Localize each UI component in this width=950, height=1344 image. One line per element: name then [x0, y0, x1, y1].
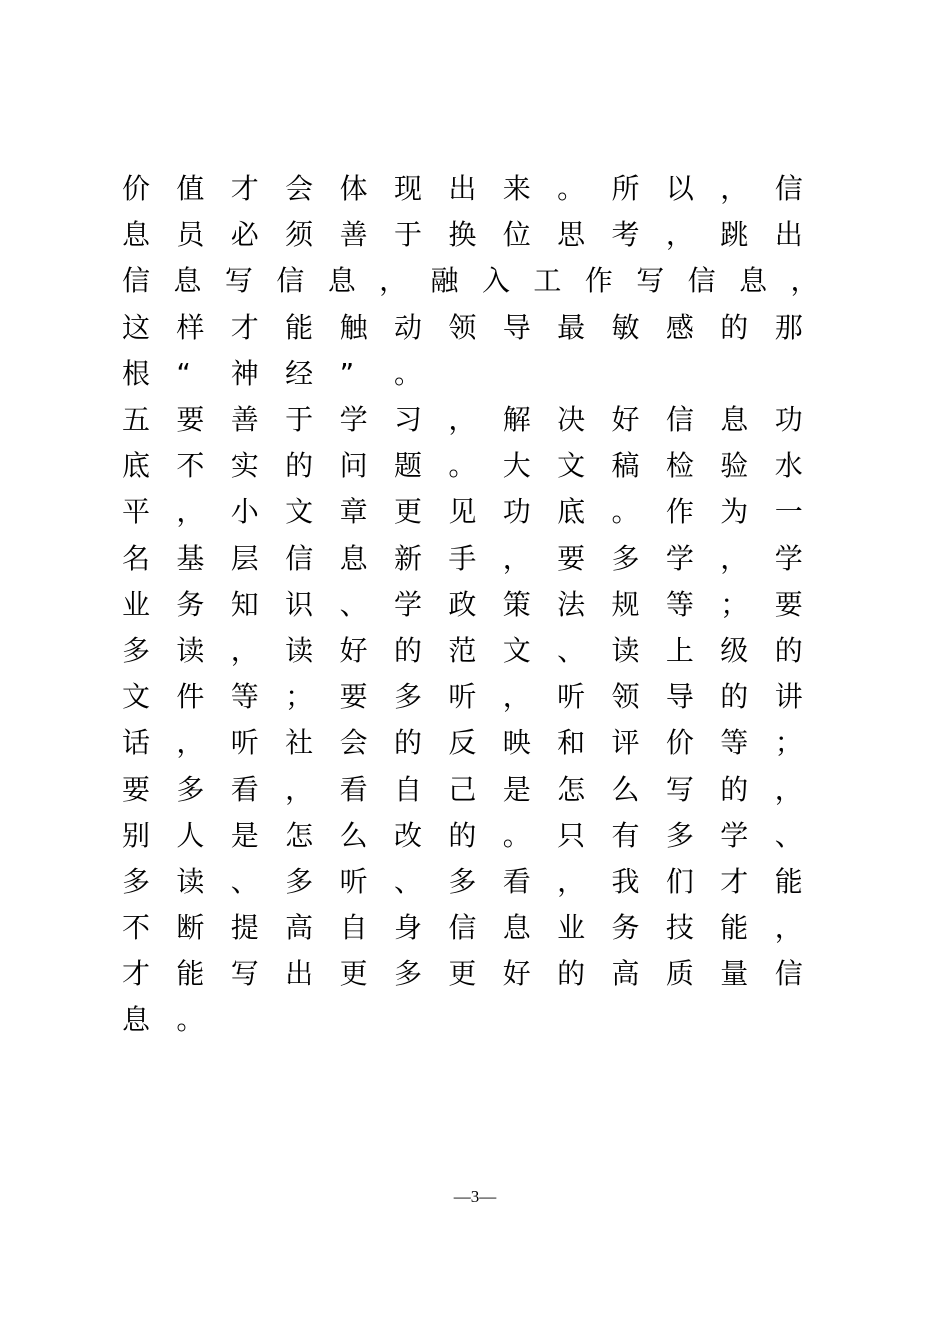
- text-char: ，: [176, 726, 205, 760]
- text-char: 好: [339, 633, 368, 667]
- text-char: 能: [285, 310, 314, 344]
- text-char: 不: [176, 449, 205, 483]
- text-char: ，: [774, 772, 803, 806]
- text-char: 于: [285, 403, 314, 437]
- text-char: 息: [122, 1003, 151, 1037]
- text-char: 策: [502, 587, 531, 621]
- text-char: 出: [774, 218, 803, 252]
- text-char: 我: [611, 864, 640, 898]
- text-char: 读: [176, 864, 205, 898]
- text-line: [122, 720, 842, 766]
- text-char: 反: [448, 726, 477, 760]
- text-char: 质: [665, 957, 694, 991]
- text-char: 换: [448, 218, 477, 252]
- text-char: 多: [176, 772, 205, 806]
- text-char: ，: [557, 864, 586, 898]
- text-char: 多: [665, 818, 694, 852]
- text-char: 才: [122, 957, 151, 991]
- text-char: 员: [176, 218, 205, 252]
- text-char: 信: [687, 264, 716, 298]
- text-char: 新: [393, 541, 422, 575]
- text-char: 敏: [611, 310, 640, 344]
- text-char: 、: [557, 633, 586, 667]
- text-char: 入: [481, 264, 510, 298]
- text-char: ，: [379, 264, 408, 298]
- text-char: 须: [285, 218, 314, 252]
- text-line: [122, 859, 842, 905]
- text-char: ，: [720, 172, 749, 206]
- text-char: 文: [122, 680, 151, 714]
- text-char: 问: [339, 449, 368, 483]
- text-line: [122, 536, 842, 582]
- text-char: 感: [665, 310, 694, 344]
- text-char: 文: [557, 449, 586, 483]
- text-char: 领: [448, 310, 477, 344]
- text-char: 值: [176, 172, 205, 206]
- text-char: 读: [611, 633, 640, 667]
- text-line: [122, 674, 842, 720]
- text-char: 学: [393, 587, 422, 621]
- text-char: 息: [122, 218, 151, 252]
- text-char: 功: [502, 495, 531, 529]
- text-char: 讲: [774, 680, 803, 714]
- text-char: 身: [393, 911, 422, 945]
- text-char: 手: [448, 541, 477, 575]
- text-char: 、: [774, 818, 803, 852]
- text-line: [122, 212, 842, 258]
- text-char: 文: [502, 633, 531, 667]
- text-char: 名: [122, 541, 151, 575]
- text-char: 评: [611, 726, 640, 760]
- text-char: 写: [665, 772, 694, 806]
- text-char: 出: [285, 957, 314, 991]
- text-char: 业: [122, 587, 151, 621]
- text-char: 导: [502, 310, 531, 344]
- text-char: 自: [339, 911, 368, 945]
- text-char: 五: [122, 403, 151, 437]
- text-char: 章: [339, 495, 368, 529]
- text-char: 。: [557, 172, 586, 206]
- text-char: 读: [285, 633, 314, 667]
- text-char: 不: [122, 911, 151, 945]
- text-char: 息: [720, 403, 749, 437]
- text-char: 检: [665, 449, 694, 483]
- text-line: [122, 628, 842, 674]
- text-char: ；: [285, 680, 314, 714]
- text-char: 。: [502, 818, 531, 852]
- text-char: 那: [774, 310, 803, 344]
- text-char: 信: [665, 403, 694, 437]
- text-char: 要: [774, 587, 803, 621]
- text-char: 范: [448, 633, 477, 667]
- text-char: 神: [230, 356, 259, 390]
- body-text: [122, 166, 842, 1044]
- text-char: 文: [285, 495, 314, 529]
- text-char: 业: [557, 911, 586, 945]
- text-char: 动: [393, 310, 422, 344]
- text-char: ，: [502, 680, 531, 714]
- text-char: 这: [122, 310, 151, 344]
- text-char: 看: [339, 772, 368, 806]
- text-char: 能: [176, 957, 205, 991]
- text-char: 的: [393, 726, 422, 760]
- text-char: 。: [448, 449, 477, 483]
- text-char: 上: [665, 633, 694, 667]
- text-char: 实: [230, 449, 259, 483]
- text-char: 听: [448, 680, 477, 714]
- text-line: [122, 258, 842, 304]
- text-line: [122, 443, 842, 489]
- text-char: 必: [230, 218, 259, 252]
- text-char: 和: [557, 726, 586, 760]
- text-char: 等: [720, 726, 749, 760]
- text-char: 知: [230, 587, 259, 621]
- text-char: 量: [720, 957, 749, 991]
- text-char: 息: [339, 541, 368, 575]
- text-char: 验: [720, 449, 749, 483]
- text-line: [122, 351, 842, 397]
- text-char: 所: [611, 172, 640, 206]
- text-char: 自: [393, 772, 422, 806]
- text-char: 解: [502, 403, 531, 437]
- text-char: 一: [774, 495, 803, 529]
- text-char: 级: [720, 633, 749, 667]
- text-char: 见: [448, 495, 477, 529]
- text-char: 才: [230, 310, 259, 344]
- text-char: 学: [665, 541, 694, 575]
- text-char: 要: [557, 541, 586, 575]
- text-char: 好: [502, 957, 531, 991]
- text-char: 习: [393, 403, 422, 437]
- text-char: 信: [285, 541, 314, 575]
- text-char: 的: [393, 633, 422, 667]
- text-char: 听: [230, 726, 259, 760]
- text-char: 、: [230, 864, 259, 898]
- text-char: 现: [393, 172, 422, 206]
- text-char: 样: [176, 310, 205, 344]
- text-char: 的: [774, 633, 803, 667]
- text-line: [122, 813, 842, 859]
- text-line: [122, 305, 842, 351]
- text-char: 题: [393, 449, 422, 483]
- text-char: 价: [665, 726, 694, 760]
- text-char: 息: [327, 264, 356, 298]
- text-char: 政: [448, 587, 477, 621]
- text-char: ，: [720, 541, 749, 575]
- text-char: 么: [339, 818, 368, 852]
- text-char: 思: [557, 218, 586, 252]
- text-char: 大: [502, 449, 531, 483]
- text-line: [122, 166, 842, 212]
- text-char: 社: [285, 726, 314, 760]
- text-char: 会: [339, 726, 368, 760]
- text-line: [122, 951, 842, 997]
- text-char: 好: [611, 403, 640, 437]
- text-char: 听: [557, 680, 586, 714]
- text-char: 导: [665, 680, 694, 714]
- text-char: 法: [557, 587, 586, 621]
- text-char: 是: [502, 772, 531, 806]
- text-char: 体: [339, 172, 368, 206]
- text-char: 领: [611, 680, 640, 714]
- text-char: 写: [224, 264, 253, 298]
- text-line: [122, 582, 842, 628]
- text-char: 触: [339, 310, 368, 344]
- text-char: 看: [230, 772, 259, 806]
- text-char: ，: [230, 633, 259, 667]
- text-char: 务: [611, 911, 640, 945]
- text-char: 善: [339, 218, 368, 252]
- text-char: 学: [720, 818, 749, 852]
- text-char: 怎: [557, 772, 586, 806]
- text-char: 技: [665, 911, 694, 945]
- text-char: 听: [339, 864, 368, 898]
- text-char: ，: [502, 541, 531, 575]
- text-char: 多: [122, 633, 151, 667]
- text-char: 多: [285, 864, 314, 898]
- text-char: 。: [611, 495, 640, 529]
- text-char: ，: [176, 495, 205, 529]
- text-char: 层: [230, 541, 259, 575]
- text-char: 么: [611, 772, 640, 806]
- text-char: 件: [176, 680, 205, 714]
- text-char: 融: [430, 264, 459, 298]
- text-char: 于: [393, 218, 422, 252]
- text-char: 是: [230, 818, 259, 852]
- text-char: 映: [502, 726, 531, 760]
- text-char: 要: [122, 772, 151, 806]
- text-char: 为: [720, 495, 749, 529]
- text-char: 价: [122, 172, 151, 206]
- text-char: 提: [230, 911, 259, 945]
- text-char: 位: [502, 218, 531, 252]
- text-char: 等: [665, 587, 694, 621]
- text-char: 多: [448, 864, 477, 898]
- text-char: 话: [122, 726, 151, 760]
- text-char: 根: [122, 356, 151, 390]
- text-char: 更: [448, 957, 477, 991]
- text-char: 决: [557, 403, 586, 437]
- text-char: ，: [448, 403, 477, 437]
- text-char: 底: [122, 449, 151, 483]
- text-char: 怎: [285, 818, 314, 852]
- text-char: 高: [611, 957, 640, 991]
- text-char: 看: [502, 864, 531, 898]
- text-char: 的: [720, 680, 749, 714]
- text-char: 的: [557, 957, 586, 991]
- text-char: 作: [584, 264, 613, 298]
- text-char: ，: [790, 264, 819, 298]
- text-char: 改: [393, 818, 422, 852]
- text-char: 人: [176, 818, 205, 852]
- text-char: 底: [557, 495, 586, 529]
- text-char: 的: [720, 772, 749, 806]
- text-char: 稿: [611, 449, 640, 483]
- text-char: ”: [339, 356, 355, 390]
- text-char: 断: [176, 911, 205, 945]
- text-char: 更: [339, 957, 368, 991]
- text-char: ，: [285, 772, 314, 806]
- text-char: 水: [774, 449, 803, 483]
- text-char: 要: [339, 680, 368, 714]
- text-char: “: [176, 356, 191, 390]
- text-char: 的: [720, 310, 749, 344]
- text-char: 多: [611, 541, 640, 575]
- text-char: 只: [557, 818, 586, 852]
- text-char: 的: [448, 818, 477, 852]
- text-char: 多: [122, 864, 151, 898]
- text-char: 多: [393, 957, 422, 991]
- text-char: ；: [720, 587, 749, 621]
- text-char: 多: [393, 680, 422, 714]
- text-char: ，: [665, 218, 694, 252]
- text-char: 读: [176, 633, 205, 667]
- text-char: 别: [122, 818, 151, 852]
- text-char: 工: [533, 264, 562, 298]
- text-char: 己: [448, 772, 477, 806]
- page-number: —3—: [453, 1187, 497, 1206]
- text-char: 才: [720, 864, 749, 898]
- text-char: 信: [276, 264, 305, 298]
- text-char: 高: [285, 911, 314, 945]
- text-char: 经: [285, 356, 314, 390]
- text-char: 的: [285, 449, 314, 483]
- text-char: 能: [720, 911, 749, 945]
- text-char: 息: [502, 911, 531, 945]
- text-line: [122, 905, 842, 951]
- text-char: 善: [230, 403, 259, 437]
- text-line: [122, 397, 842, 443]
- text-char: 。: [393, 356, 422, 390]
- text-char: 等: [230, 680, 259, 714]
- text-char: 以: [665, 172, 694, 206]
- text-char: 学: [339, 403, 368, 437]
- text-line: [122, 997, 842, 1043]
- text-char: 信: [774, 957, 803, 991]
- text-char: 更: [393, 495, 422, 529]
- text-char: ；: [774, 726, 803, 760]
- text-char: ，: [774, 911, 803, 945]
- text-char: 规: [611, 587, 640, 621]
- text-line: [122, 489, 842, 535]
- text-char: 有: [611, 818, 640, 852]
- text-line: [122, 766, 842, 812]
- text-char: 写: [230, 957, 259, 991]
- text-char: 学: [774, 541, 803, 575]
- text-char: 跳: [720, 218, 749, 252]
- text-char: 才: [230, 172, 259, 206]
- text-char: 。: [176, 1003, 205, 1037]
- text-char: 、: [393, 864, 422, 898]
- text-char: 会: [285, 172, 314, 206]
- text-char: 最: [557, 310, 586, 344]
- text-char: 们: [665, 864, 694, 898]
- text-char: 写: [636, 264, 665, 298]
- text-char: 作: [665, 495, 694, 529]
- text-char: 考: [611, 218, 640, 252]
- text-char: 信: [774, 172, 803, 206]
- text-char: 平: [122, 495, 151, 529]
- text-char: 基: [176, 541, 205, 575]
- text-char: 来: [502, 172, 531, 206]
- text-char: 能: [774, 864, 803, 898]
- text-char: 、: [339, 587, 368, 621]
- text-char: 功: [774, 403, 803, 437]
- text-char: 务: [176, 587, 205, 621]
- text-char: 识: [285, 587, 314, 621]
- text-char: 小: [230, 495, 259, 529]
- text-char: 息: [173, 264, 202, 298]
- text-char: 息: [739, 264, 768, 298]
- text-char: 信: [448, 911, 477, 945]
- text-char: 出: [448, 172, 477, 206]
- text-char: 信: [122, 264, 151, 298]
- text-char: 要: [176, 403, 205, 437]
